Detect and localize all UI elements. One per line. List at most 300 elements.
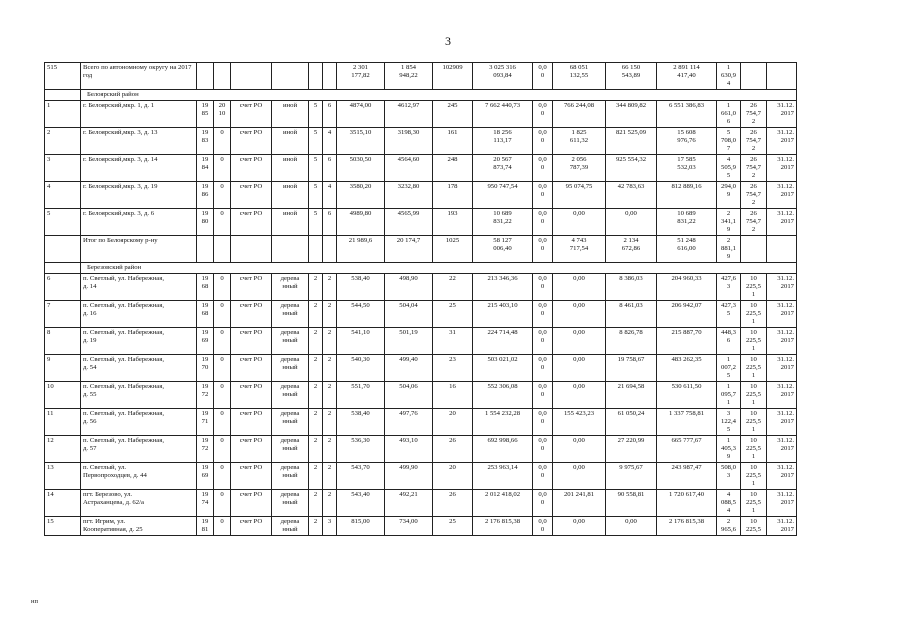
table-cell: 20 567 873,74 [473, 155, 533, 182]
table-cell: 1 [45, 101, 81, 128]
table-cell: 2 176 815,38 [657, 517, 717, 536]
table-cell: 3232,80 [385, 182, 433, 209]
table-cell: 20 [433, 409, 473, 436]
table-cell: 2 [309, 490, 323, 517]
table-cell: 10 225,5 1 [741, 490, 767, 517]
register-table [44, 62, 797, 536]
table-cell: 224 714,48 [473, 328, 533, 355]
table-cell: 499,90 [385, 463, 433, 490]
table-cell: 0,0 0 [533, 209, 553, 236]
table-cell: 10 225,5 1 [741, 382, 767, 409]
table-cell: 17 585 532,03 [657, 155, 717, 182]
table-cell: счет РО [231, 209, 272, 236]
table-cell: 8 386,03 [606, 274, 657, 301]
table-cell: 27 220,99 [606, 436, 657, 463]
table-cell: г. Белоярский,мкр. 1, д. 1 [81, 101, 197, 128]
table-cell: 0,00 [553, 382, 606, 409]
table-cell: 2 [309, 517, 323, 536]
table-cell: 1 825 611,32 [553, 128, 606, 155]
table-cell: 19 68 [197, 274, 214, 301]
table-row [45, 517, 797, 536]
table-cell: 31 [433, 328, 473, 355]
table-cell: 4874,00 [337, 101, 385, 128]
table-cell: 5 708,0 7 [717, 128, 741, 155]
table-cell: 12 [45, 436, 81, 463]
table-cell: 540,30 [337, 355, 385, 382]
table-cell: 253 963,14 [473, 463, 533, 490]
table-cell: дерева нный [272, 328, 309, 355]
table-cell: 5 [309, 101, 323, 128]
table-cell: 3515,10 [337, 128, 385, 155]
table-cell: пгт. Игрим, ул. Кооперативная, д. 25 [81, 517, 197, 536]
table-cell: 10 225,5 [741, 517, 767, 536]
table-cell: счет РО [231, 274, 272, 301]
table-cell: 243 987,47 [657, 463, 717, 490]
table-cell: 538,40 [337, 409, 385, 436]
table-cell: 0,0 0 [533, 436, 553, 463]
table-cell: дерева нный [272, 301, 309, 328]
table-cell: 0,0 0 [533, 274, 553, 301]
table-cell: счет РО [231, 182, 272, 209]
table-cell: 499,40 [385, 355, 433, 382]
table-cell: 23 [433, 355, 473, 382]
table-cell: 492,21 [385, 490, 433, 517]
table-cell: дерева нный [272, 463, 309, 490]
table-cell: 19 85 [197, 101, 214, 128]
table-cell: 552 306,08 [473, 382, 533, 409]
table-cell: 2 012 418,02 [473, 490, 533, 517]
table-cell: 19 72 [197, 436, 214, 463]
table-cell: 2 [309, 274, 323, 301]
table-cell: дерева нный [272, 436, 309, 463]
table-cell [231, 236, 272, 263]
table-cell: 19 84 [197, 155, 214, 182]
table-cell: 538,40 [337, 274, 385, 301]
table-cell: 0 [214, 463, 231, 490]
table-cell: 0 [214, 209, 231, 236]
table-cell: 0,00 [553, 209, 606, 236]
table-cell: 245 [433, 101, 473, 128]
table-cell: 31.12. 2017 [767, 274, 797, 301]
table-cell: 3580,20 [337, 182, 385, 209]
table-cell: 90 558,81 [606, 490, 657, 517]
table-cell: 504,06 [385, 382, 433, 409]
table-cell: 8 461,03 [606, 301, 657, 328]
table-cell: счет РО [231, 128, 272, 155]
table-cell: 2 [309, 409, 323, 436]
table-cell: 6 [45, 274, 81, 301]
table-cell: 21 694,58 [606, 382, 657, 409]
table-cell: 3 [45, 155, 81, 182]
table-cell: 4612,97 [385, 101, 433, 128]
table-row [45, 101, 797, 128]
table-cell [323, 63, 337, 90]
table-cell [214, 236, 231, 263]
table-cell: 493,10 [385, 436, 433, 463]
table-cell: п. Светлый, ул. Набережная, д. 19 [81, 328, 197, 355]
table-cell: 204 960,33 [657, 274, 717, 301]
table-cell: 4 [45, 182, 81, 209]
table-cell: 19 69 [197, 463, 214, 490]
table-cell [323, 236, 337, 263]
section-row [45, 263, 797, 274]
table-cell: 4 743 717,54 [553, 236, 606, 263]
table-cell: 498,90 [385, 274, 433, 301]
table-row [45, 490, 797, 517]
table-cell [272, 63, 309, 90]
table-cell: 294,0 9 [717, 182, 741, 209]
table-row [45, 182, 797, 209]
table-cell: 0,0 0 [533, 463, 553, 490]
table-cell: 31.12. 2017 [767, 517, 797, 536]
table-cell: 2 176 815,38 [473, 517, 533, 536]
table-cell: 31.12. 2017 [767, 301, 797, 328]
table-row [45, 128, 797, 155]
table-cell: 31.12. 2017 [767, 101, 797, 128]
table-cell: 543,70 [337, 463, 385, 490]
table-cell: 6 [323, 209, 337, 236]
table-cell: 515 [45, 63, 81, 90]
table-cell: 3 025 316 093,84 [473, 63, 533, 90]
table-cell [45, 236, 81, 263]
table-cell: 541,10 [337, 328, 385, 355]
table-cell: 31.12. 2017 [767, 382, 797, 409]
table-cell: 7 662 440,73 [473, 101, 533, 128]
table-cell: 178 [433, 182, 473, 209]
table-cell: 19 74 [197, 490, 214, 517]
table-cell: 6 551 386,83 [657, 101, 717, 128]
table-cell: 201 241,81 [553, 490, 606, 517]
table-row [45, 355, 797, 382]
table-cell [767, 63, 797, 90]
table-cell: 4 [323, 128, 337, 155]
table-cell: 66 150 543,89 [606, 63, 657, 90]
section-row [45, 90, 797, 101]
table-cell: 5 [309, 209, 323, 236]
table-cell: счет РО [231, 355, 272, 382]
table-cell: 31.12. 2017 [767, 128, 797, 155]
table-cell: 161 [433, 128, 473, 155]
table-row [45, 301, 797, 328]
table-cell: 215 887,70 [657, 328, 717, 355]
table-cell: 3 [323, 517, 337, 536]
table-cell: 19 83 [197, 128, 214, 155]
table-cell [741, 63, 767, 90]
table-cell: 0 [214, 355, 231, 382]
table-cell: 10 225,5 1 [741, 301, 767, 328]
table-cell: г. Белоярский,мкр. 3, д. 6 [81, 209, 197, 236]
table-cell: 821 525,09 [606, 128, 657, 155]
table-cell: 26 754,7 2 [741, 128, 767, 155]
table-cell: 155 423,23 [553, 409, 606, 436]
table-cell: 2 [323, 328, 337, 355]
table-cell: счет РО [231, 155, 272, 182]
table-cell: 2 [323, 274, 337, 301]
table-cell: 734,00 [385, 517, 433, 536]
table-cell: 15 [45, 517, 81, 536]
table-cell: 10 225,5 1 [741, 409, 767, 436]
table-cell: 95 074,75 [553, 182, 606, 209]
table-cell [741, 236, 767, 263]
subtotal-row [45, 236, 797, 263]
table-cell: 20 [433, 463, 473, 490]
table-cell: 1 720 617,40 [657, 490, 717, 517]
table-cell: 2 965,6 [717, 517, 741, 536]
table-cell: 25 [433, 517, 473, 536]
table-cell: Итог по Белоярскому р-ну [81, 236, 197, 263]
table-cell: 815,00 [337, 517, 385, 536]
table-cell: п. Светлый, ул. Набережная, д. 56 [81, 409, 197, 436]
table-cell: 31.12. 2017 [767, 436, 797, 463]
table-cell: счет РО [231, 517, 272, 536]
table-cell: счет РО [231, 409, 272, 436]
table-cell: 0 [214, 274, 231, 301]
section-title: Березовский район [81, 263, 797, 274]
table-cell: 20 10 [214, 101, 231, 128]
table-cell: 5 [45, 209, 81, 236]
table-cell: 508,0 3 [717, 463, 741, 490]
table-cell: 0,00 [553, 301, 606, 328]
table-cell [309, 236, 323, 263]
table-cell: 504,04 [385, 301, 433, 328]
table-cell: 3 122,4 5 [717, 409, 741, 436]
table-cell: 544,50 [337, 301, 385, 328]
table-cell: 206 942,07 [657, 301, 717, 328]
table-cell: 31.12. 2017 [767, 355, 797, 382]
table-cell: 4989,80 [337, 209, 385, 236]
table-cell: 2 [323, 436, 337, 463]
table-cell: 3198,30 [385, 128, 433, 155]
table-row [45, 328, 797, 355]
table-row [45, 409, 797, 436]
table-cell: 543,40 [337, 490, 385, 517]
table-cell: 0 [214, 382, 231, 409]
table-cell: счет РО [231, 463, 272, 490]
table-cell: счет РО [231, 382, 272, 409]
table-cell: 19 81 [197, 517, 214, 536]
table-cell: 10 225,5 1 [741, 274, 767, 301]
table-cell: 18 256 113,17 [473, 128, 533, 155]
table-cell: 4 505,9 5 [717, 155, 741, 182]
table-cell [197, 63, 214, 90]
table-cell [214, 63, 231, 90]
table-cell: 2 134 672,86 [606, 236, 657, 263]
table-cell: 2 891 114 417,40 [657, 63, 717, 90]
table-cell: 26 754,7 2 [741, 209, 767, 236]
table-cell: 1 405,3 9 [717, 436, 741, 463]
table-cell: иной [272, 128, 309, 155]
table-cell: 2 [309, 301, 323, 328]
table-cell: 812 889,16 [657, 182, 717, 209]
table-cell: 2 881,1 9 [717, 236, 741, 263]
table-cell: 31.12. 2017 [767, 182, 797, 209]
table-cell: дерева нный [272, 490, 309, 517]
footer-mark: нп [31, 598, 38, 605]
table-cell: счет РО [231, 490, 272, 517]
table-cell: 4 088,5 4 [717, 490, 741, 517]
table-cell: 42 783,63 [606, 182, 657, 209]
table-cell: 10 [45, 382, 81, 409]
table-cell: 0 [214, 409, 231, 436]
table-cell: 0,0 0 [533, 182, 553, 209]
table-cell: 58 127 006,40 [473, 236, 533, 263]
table-cell: 0,0 0 [533, 490, 553, 517]
table-cell: 497,76 [385, 409, 433, 436]
table-cell: 503 021,02 [473, 355, 533, 382]
table-cell: 7 [45, 301, 81, 328]
table-cell: 26 754,7 2 [741, 182, 767, 209]
table-cell: 19 86 [197, 182, 214, 209]
table-cell: 2 [45, 128, 81, 155]
table-cell: п. Светлый, ул. Набережная, д. 55 [81, 382, 197, 409]
table-cell: 344 809,82 [606, 101, 657, 128]
table-cell: 2 [323, 301, 337, 328]
table-row [45, 436, 797, 463]
table-cell: счет РО [231, 328, 272, 355]
table-cell: дерева нный [272, 274, 309, 301]
table-cell: иной [272, 101, 309, 128]
table-cell: 0,00 [553, 355, 606, 382]
table-cell: г. Белоярский,мкр. 3, д. 14 [81, 155, 197, 182]
table-cell: иной [272, 209, 309, 236]
table-cell: 2 [323, 490, 337, 517]
table-cell: 10 689 831,22 [473, 209, 533, 236]
table-cell: 1 007,2 5 [717, 355, 741, 382]
table-cell: 0,0 0 [533, 301, 553, 328]
table-cell: 31.12. 2017 [767, 155, 797, 182]
table-cell: 10 689 831,22 [657, 209, 717, 236]
table-cell: 4564,60 [385, 155, 433, 182]
table-cell: 0,00 [606, 517, 657, 536]
table-cell: 2 [323, 463, 337, 490]
table-cell: 8 826,78 [606, 328, 657, 355]
table-cell: 2 [309, 463, 323, 490]
table-cell: 2 [309, 355, 323, 382]
table-cell: 448,3 6 [717, 328, 741, 355]
table-cell: 551,70 [337, 382, 385, 409]
table-cell: г. Белоярский,мкр. 3, д. 13 [81, 128, 197, 155]
table-cell: п. Светлый, ул. Набережная, д. 54 [81, 355, 197, 382]
table-cell: дерева нный [272, 355, 309, 382]
table-cell: 4 [323, 182, 337, 209]
table-cell: 0,00 [606, 209, 657, 236]
table-cell: 665 777,67 [657, 436, 717, 463]
table-cell: 0,0 0 [533, 355, 553, 382]
table-cell: 0 [214, 436, 231, 463]
table-cell: 2 341,1 9 [717, 209, 741, 236]
table-cell: 8 [45, 328, 81, 355]
table-cell: п. Светлый, ул. Набережная, д. 57 [81, 436, 197, 463]
table-cell: 51 248 616,00 [657, 236, 717, 263]
table-cell: счет РО [231, 301, 272, 328]
table-cell: 6 [323, 101, 337, 128]
table-cell: 102909 [433, 63, 473, 90]
page-number: 3 [445, 34, 451, 48]
table-cell: 10 225,5 1 [741, 463, 767, 490]
table-cell: 31.12. 2017 [767, 463, 797, 490]
table-row [45, 463, 797, 490]
table-cell: 215 403,10 [473, 301, 533, 328]
table-cell: 530 611,50 [657, 382, 717, 409]
section-title: Белоярский район [81, 90, 797, 101]
table-cell: п. Светлый, ул. Первопроходцев, д. 44 [81, 463, 197, 490]
table-cell: 0 [214, 490, 231, 517]
table-cell: 0 [214, 182, 231, 209]
table-row [45, 274, 797, 301]
table-cell: 427,6 3 [717, 274, 741, 301]
table-cell: 5 [309, 155, 323, 182]
table-cell: 19 70 [197, 355, 214, 382]
table-cell: 20 174,7 [385, 236, 433, 263]
table-cell: 9 [45, 355, 81, 382]
table-cell: 427,3 5 [717, 301, 741, 328]
table-cell: 2 [309, 382, 323, 409]
table-cell: п. Светлый, ул. Набережная, д. 14 [81, 274, 197, 301]
table-cell: 0,0 0 [533, 382, 553, 409]
table-cell: 26 [433, 490, 473, 517]
table-cell: 31.12. 2017 [767, 490, 797, 517]
table-cell: 15 608 976,76 [657, 128, 717, 155]
table-cell: 2 [309, 328, 323, 355]
table-cell: 692 998,66 [473, 436, 533, 463]
table-cell: 26 754,7 2 [741, 155, 767, 182]
table-cell: 0,0 0 [533, 101, 553, 128]
table-cell: 0,00 [553, 463, 606, 490]
table-cell: 5 [309, 128, 323, 155]
table-cell: 0 [214, 517, 231, 536]
table-cell: 2 056 787,39 [553, 155, 606, 182]
table-cell: иной [272, 155, 309, 182]
table-cell: 1 337 758,81 [657, 409, 717, 436]
table-cell: 0,0 0 [533, 128, 553, 155]
table-cell: 1025 [433, 236, 473, 263]
table-cell: 19 758,67 [606, 355, 657, 382]
table-cell: 0,0 0 [533, 517, 553, 536]
table-cell: дерева нный [272, 517, 309, 536]
table-cell: 21 989,6 [337, 236, 385, 263]
table-cell: 31.12. 2017 [767, 209, 797, 236]
table-cell: 19 69 [197, 328, 214, 355]
table-cell: Всего по автономному округу на 2017 год [81, 63, 197, 90]
table-cell: 483 262,35 [657, 355, 717, 382]
table-cell: 536,30 [337, 436, 385, 463]
table-cell: 10 225,5 1 [741, 436, 767, 463]
table-cell [309, 63, 323, 90]
table-cell: 68 051 132,55 [553, 63, 606, 90]
table-cell: 193 [433, 209, 473, 236]
table-cell: 0,00 [553, 517, 606, 536]
table-cell: 2 301 177,82 [337, 63, 385, 90]
table-cell: 1 854 948,22 [385, 63, 433, 90]
table-cell: счет РО [231, 436, 272, 463]
table-cell: 31.12. 2017 [767, 328, 797, 355]
table-cell: 0,00 [553, 328, 606, 355]
table-cell: 22 [433, 274, 473, 301]
table-cell: 61 050,24 [606, 409, 657, 436]
table-cell [272, 236, 309, 263]
table-cell [197, 236, 214, 263]
table-cell: 6 [323, 155, 337, 182]
table-cell: 1 095,7 1 [717, 382, 741, 409]
table-cell: 0 [214, 155, 231, 182]
table-cell: 1 661,0 6 [717, 101, 741, 128]
table-cell: 19 68 [197, 301, 214, 328]
table-cell: 0,00 [553, 436, 606, 463]
table-cell: дерева нный [272, 409, 309, 436]
table-cell: 0 [214, 128, 231, 155]
table-cell: 1 554 232,28 [473, 409, 533, 436]
table-row [45, 155, 797, 182]
